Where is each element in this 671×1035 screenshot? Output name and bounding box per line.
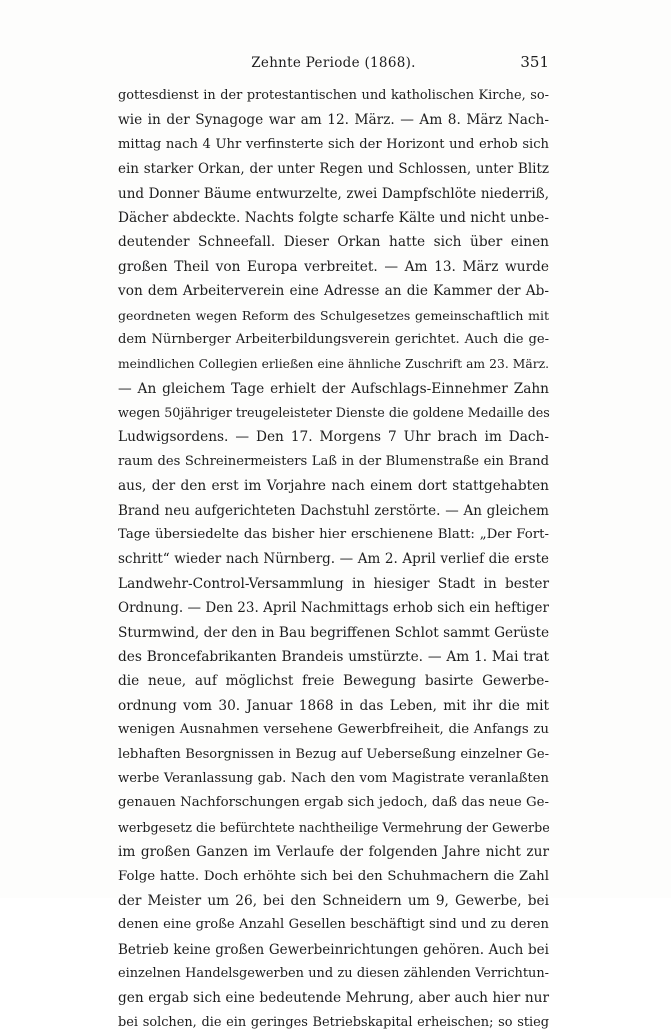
- text-line: Dächer abdeckte. Nachts folgte scharfe Kälte und nicht unbe-: [118, 209, 549, 226]
- text-line: Sturmwind, der den in Bau begriffenen Schlot sammt Gerüste: [118, 624, 550, 641]
- page-header: [118, 53, 549, 75]
- body-text: [118, 84, 549, 1035]
- text-line: und Donner Bäume entwurzelte, zwei Dampfschlöte niederriß,: [118, 185, 549, 202]
- text-line: Betrieb keine großen Gewerbeinrichtungen gehören. Auch bei: [118, 941, 549, 958]
- text-line: werbgesetz die befürchtete nachtheilige Vermehrung der Gewerbe: [118, 819, 550, 835]
- text-line: wie in der Synagoge war am 12. März. — Am 8. März Nach-: [118, 112, 549, 129]
- text-line: geordneten wegen Reform des Schulgesetzes gemeinschaftlich mit: [118, 307, 549, 323]
- text-line: Folge hatte. Doch erhöhte sich bei den Schuhmachern die Zahl: [118, 868, 549, 884]
- running-title: Zehnte Periode (1868).: [251, 55, 416, 71]
- text-line: wenigen Ausnahmen versehene Gewerbfreiheit, die Anfangs zu: [118, 722, 549, 738]
- text-line: deutender Schneefall. Dieser Orkan hatte sich über einen: [118, 234, 549, 251]
- text-line: meindlichen Collegien erließen eine ähnliche Zuschrift am 23. März.: [118, 357, 549, 372]
- text-line: genauen Nachforschungen ergab sich jedoch, daß das neue Ge-: [118, 795, 549, 811]
- text-line: ein starker Orkan, der unter Regen und Schlossen, unter Blitz: [118, 161, 549, 178]
- text-line: Tage übersiedelte das bisher hier erschienene Blatt: „Der Fort-: [118, 527, 549, 543]
- text-line: Landwehr-Control-Versammlung in hiesiger Stadt in bester: [118, 575, 549, 592]
- text-line: des Broncefabrikanten Brandeis umstürzte. — Am 1. Mai trat: [118, 648, 549, 665]
- page-number: 351: [520, 53, 549, 71]
- text-line: aus, der den erst im Vorjahre nach einem dort stattgehabten: [118, 478, 549, 495]
- text-line: die neue, auf möglichst freie Bewegung basirte Gewerbe-: [118, 673, 549, 690]
- text-line: raum des Schreinermeisters Laß in der Blumenstraße ein Brand: [118, 453, 549, 469]
- text-line: schritt“ wieder nach Nürnberg. — Am 2. April verlief die erste: [118, 551, 549, 568]
- text-line: gottesdienst in der protestantischen und katholischen Kirche, so-: [118, 88, 549, 103]
- text-line: bei solchen, die ein geringes Betriebskapital erheischen; so stieg: [118, 1014, 549, 1030]
- text-line: — An gleichem Tage erhielt der Aufschlags-Einnehmer Zahn: [118, 380, 549, 397]
- text-line: im großen Ganzen im Verlaufe der folgenden Jahre nicht zur: [118, 844, 549, 861]
- text-line: der Meister um 26, bei den Schneidern um 9, Gewerbe, bei: [118, 892, 549, 909]
- text-line: einzelnen Handelsgewerben und zu diesen zählenden Verrichtun-: [118, 966, 549, 982]
- text-line: von dem Arbeiterverein eine Adresse an die Kammer der Ab-: [118, 283, 549, 300]
- text-line: Brand neu aufgerichteten Dachstuhl zerstörte. — An gleichem: [118, 502, 549, 519]
- text-line: mittag nach 4 Uhr verfinsterte sich der Horizont und erhob sich: [118, 136, 549, 152]
- text-line: denen eine große Anzahl Gesellen beschäftigt sind und zu deren: [118, 917, 549, 933]
- text-line: Ludwigsordens. — Den 17. Morgens 7 Uhr brach im Dach-: [118, 429, 549, 446]
- text-line: lebhaften Besorgnissen in Bezug auf Ueberseßung einzelner Ge-: [118, 746, 549, 762]
- text-line: ordnung vom 30. Januar 1868 in das Leben, mit ihr die mit: [118, 697, 549, 714]
- text-line: wegen 50jähriger treugeleisteter Dienste die goldene Medaille des: [118, 405, 550, 421]
- text-line: gen ergab sich eine bedeutende Mehrung, aber auch hier nur: [118, 990, 549, 1007]
- text-line: dem Nürnberger Arbeiterbildungsverein gerichtet. Auch die ge-: [118, 331, 549, 347]
- text-line: Ordnung. — Den 23. April Nachmittags erhob sich ein heftiger: [118, 600, 549, 617]
- text-line: werbe Veranlassung gab. Nach den vom Magistrate veranlaßten: [118, 770, 549, 786]
- text-line: großen Theil von Europa verbreitet. — Am 13. März wurde: [118, 258, 549, 275]
